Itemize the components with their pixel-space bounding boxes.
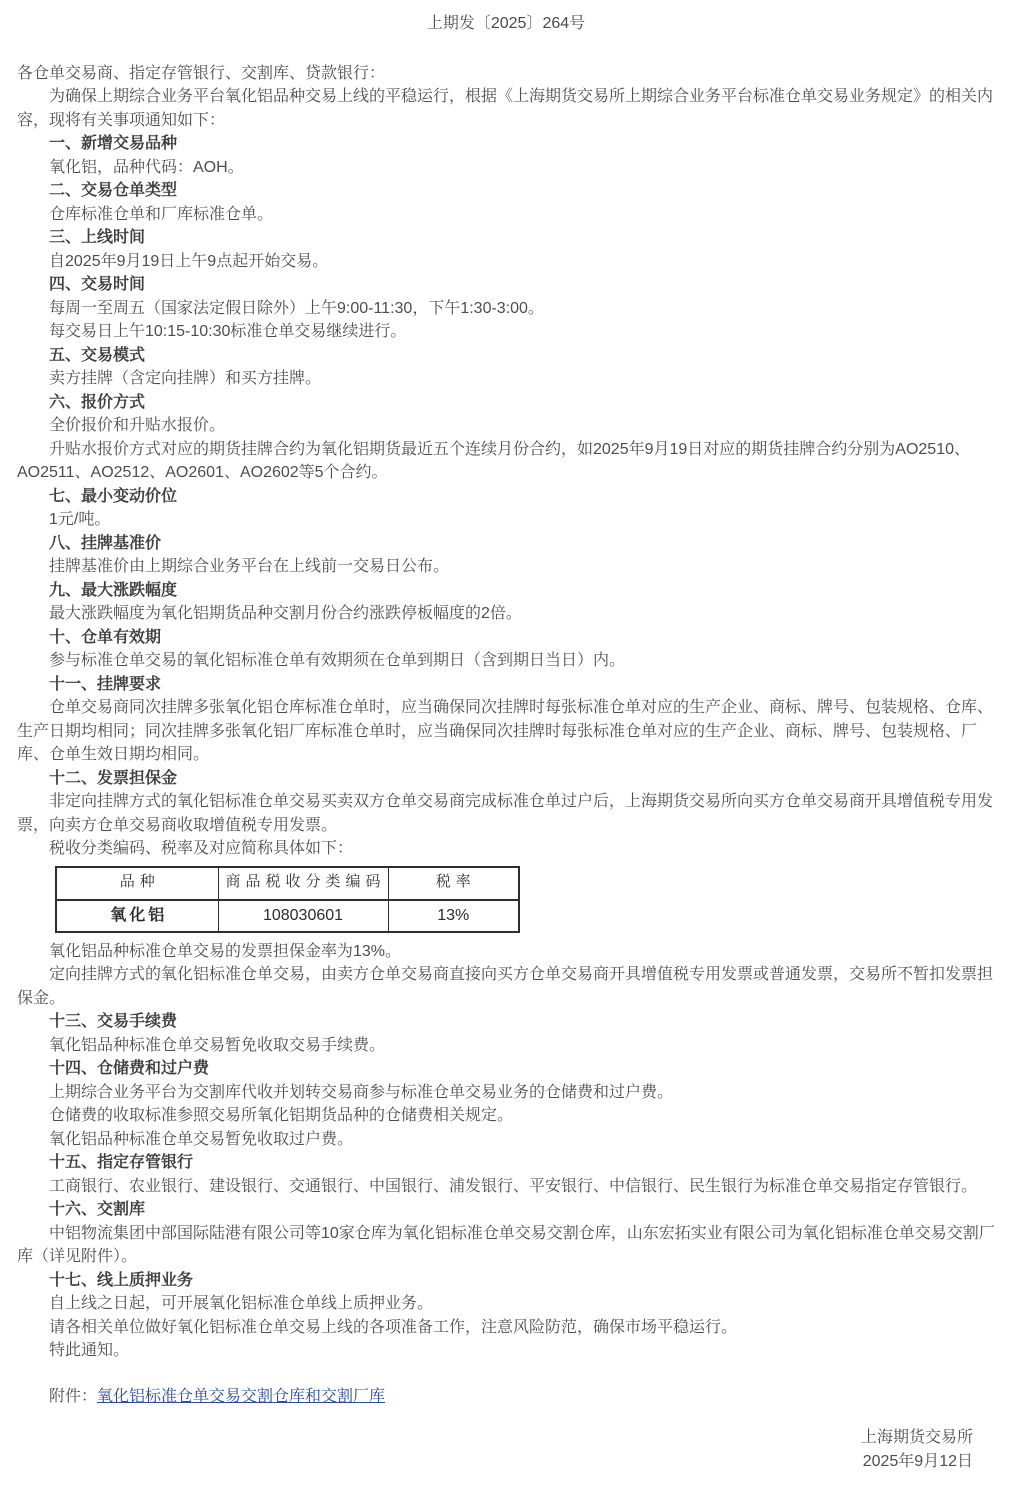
section-heading-12: 十二、发票担保金 (49, 769, 178, 787)
section-paragraph: 工商银行、农业银行、建设银行、交通银行、中国银行、浦发银行、平安银行、中信银行、民生银行为标准仓单交易指定存管银行。 (49, 1177, 978, 1195)
section-heading-10: 十、仓单有效期 (49, 628, 162, 646)
section-heading-7: 七、最小变动价位 (49, 487, 178, 505)
section-heading-1: 一、新增交易品种 (49, 135, 178, 152)
section-heading-17: 十七、线上质押业务 (49, 1271, 194, 1289)
section-paragraph: 自上线之日起，可开展氧化铝标准仓单线上质押业务。 (49, 1295, 434, 1312)
section-paragraph: 卖方挂牌（含定向挂牌）和买方挂牌。 (49, 370, 322, 387)
attachment-link[interactable]: 氧化铝标准仓单交易交割仓库和交割厂库 (97, 1387, 386, 1405)
section-heading-3: 三、上线时间 (49, 229, 146, 246)
closing-paragraph: 请各相关单位做好氧化铝标准仓单交易上线的各项准备工作，注意风险防范，确保市场平稳运行。 (49, 1318, 738, 1336)
section-paragraph: 氧化铝品种标准仓单交易的发票担保金率为13%。 (49, 942, 402, 960)
section-heading-8: 八、挂牌基准价 (49, 534, 162, 552)
salutation: 各仓单交易商、指定存管银行、交割库、贷款银行： (17, 64, 386, 82)
signature-block (17, 1426, 995, 1473)
section-paragraph: 每周一至周五（国家法定假日除外）上午9:00-11:30，下午1:30-3:00。 (49, 299, 544, 317)
section-paragraph: 氧化铝品种标准仓单交易暂免收取过户费。 (49, 1130, 354, 1148)
attachment-label: 附件： (49, 1387, 98, 1405)
tax-table-header-rate: 税率 (388, 867, 519, 900)
section-heading-16: 十六、交割库 (49, 1201, 146, 1218)
tax-table-header-code: 商品税收分类编码 (218, 867, 388, 900)
section-heading-4: 四、交易时间 (49, 276, 146, 293)
section-paragraph: 上期综合业务平台为交割库代收并划转交易商参与标准仓单交易业务的仓储费和过户费。 (49, 1083, 674, 1101)
section-heading-13: 十三、交易手续费 (49, 1013, 178, 1030)
doc-number: 上期发〔2025〕264号 (426, 15, 586, 32)
section-heading-5: 五、交易模式 (49, 346, 146, 364)
section-paragraph: 全价报价和升贴水报价。 (49, 417, 226, 434)
section-paragraph: 中铝物流集团中部国际陆港有限公司等10家仓库为氧化铝标准仓单交易交割仓库，山东宏拓实业有限公司为氧化铝标准仓单交易交割厂库（详见附件）。 (17, 1224, 995, 1265)
intro-paragraph: 为确保上期综合业务平台氧化铝品种交易上线的平稳运行，根据《上海期货交易所上期综合业务平台标准仓单交易业务规定》的相关内容，现将有关事项通知如下： (17, 88, 994, 129)
section-paragraph: 非定向挂牌方式的氧化铝标准仓单交易买卖双方仓单交易商完成标准仓单过户后，上海期货交易所向买方仓单交易商开具增值税专用发票，向卖方仓单交易商收取增值税专用发票。 (17, 793, 994, 834)
section-heading-11: 十一、挂牌要求 (49, 675, 162, 693)
signature-org: 上海期货交易所 (860, 1429, 973, 1446)
section-heading-2: 二、交易仓单类型 (49, 182, 178, 199)
section-paragraph: 仓库标准仓单和厂库标准仓单。 (49, 205, 274, 223)
tax-table-cell-product: 氧化铝 (56, 900, 218, 932)
section-paragraph: 定向挂牌方式的氧化铝标准仓单交易，由卖方仓单交易商直接向买方仓单交易商开具增值税专用发票或普通发票，交易所不暂扣发票担保金。 (17, 966, 994, 1007)
section-paragraph: 参与标准仓单交易的氧化铝标准仓单有效期须在仓单到期日（含到期日当日）内。 (49, 652, 626, 669)
section-heading-9: 九、最大涨跌幅度 (49, 581, 178, 599)
tax-table-cell-rate: 13% (388, 900, 519, 932)
section-heading-14: 十四、仓储费和过户费 (49, 1060, 210, 1077)
tax-table-header-product: 品种 (56, 867, 218, 900)
attachment-line (17, 1385, 995, 1409)
section-paragraph: 挂牌基准价由上期综合业务平台在上线前一交易日公布。 (49, 558, 450, 575)
tax-table-cell-code: 108030601 (218, 900, 388, 932)
section-paragraph: 氧化铝，品种代码：AOH。 (49, 158, 244, 176)
section-paragraph: 最大涨跌幅度为氧化铝期货品种交割月份合约涨跌停板幅度的2倍。 (49, 605, 522, 622)
table-row (56, 900, 519, 932)
section-paragraph: 税收分类编码、税率及对应简称具体如下： (49, 840, 354, 857)
section-heading-15: 十五、指定存管银行 (49, 1154, 194, 1171)
section-paragraph: 升贴水报价方式对应的期货挂牌合约为氧化铝期货最近五个连续月份合约，如2025年9月19日对应的期货挂牌合约分别为AO2510、AO2511、AO2512、AO2601、AO2602等5个合约。 (17, 440, 971, 481)
section-paragraph: 1元/吨。 (49, 511, 111, 528)
table-header-row (56, 867, 519, 900)
tax-classification-table (55, 866, 520, 933)
section-paragraph: 氧化铝品种标准仓单交易暂免收取交易手续费。 (49, 1036, 386, 1054)
section-heading-6: 六、报价方式 (49, 393, 146, 411)
section-paragraph: 仓单交易商同次挂牌多张氧化铝仓库标准仓单时，应当确保同次挂牌时每张标准仓单对应的生产企业、商标、牌号、包装规格、仓库、生产日期均相同；同次挂牌多张氧化铝厂库标准仓单时，应当确保同次挂牌时每张标准仓单对应的生产企业、商标、牌号、包装规格、厂库、仓单生效日期均相同。 (17, 699, 994, 763)
closing-paragraph: 特此通知。 (49, 1342, 130, 1359)
section-paragraph: 仓储费的收取标准参照交易所氧化铝期货品种的仓储费相关规定。 (49, 1107, 514, 1124)
signature-date: 2025年9月12日 (862, 1452, 973, 1470)
section-paragraph: 每交易日上午10:15-10:30标准仓单交易继续进行。 (49, 323, 407, 340)
section-paragraph: 自2025年9月19日上午9点起开始交易。 (49, 252, 329, 270)
